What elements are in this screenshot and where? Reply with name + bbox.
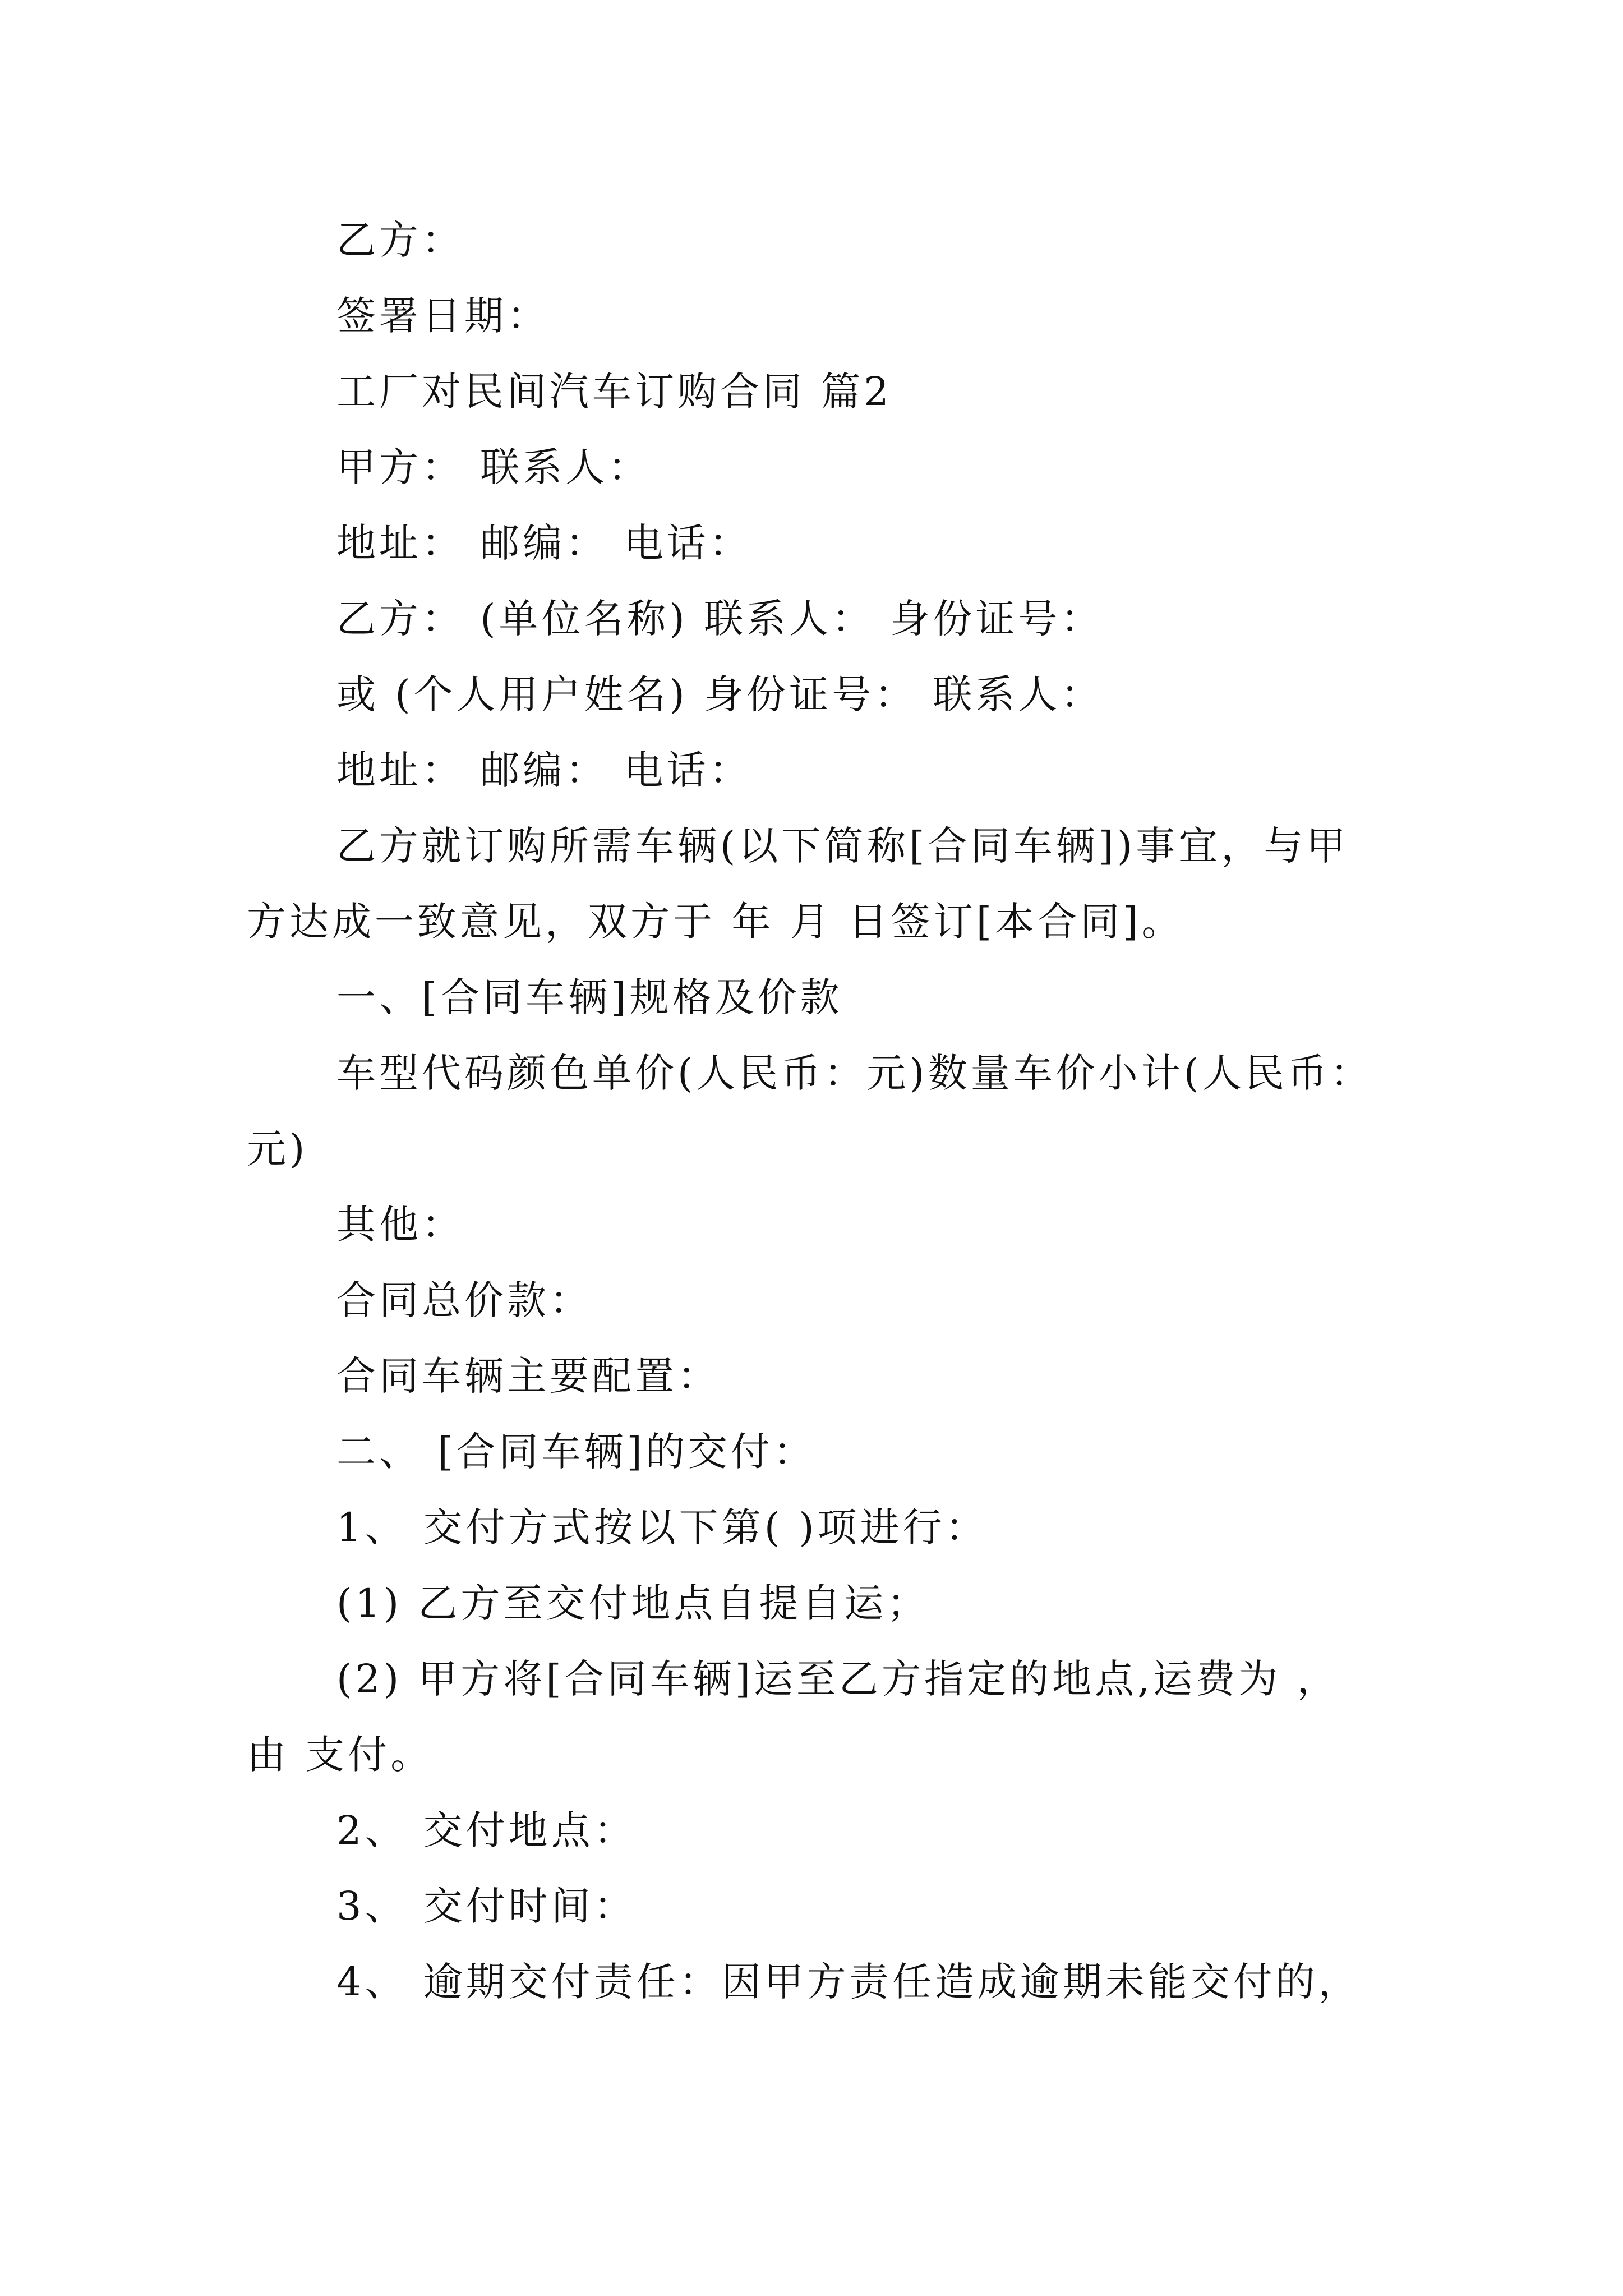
party-a-line: 甲方： 联系人： — [336, 444, 651, 490]
list-item: 4、 逾期交付责任：因甲方责任造成逾期未能交付的， — [336, 1959, 1361, 2005]
section-heading: 一、[合同车辆]规格及价款 — [336, 974, 843, 1020]
section-heading: 二、 [合同车辆]的交付： — [336, 1429, 816, 1475]
other-label: 其他： — [336, 1202, 464, 1248]
party-b-address-line: 地址： 邮编： 电话： — [336, 747, 752, 793]
list-item: 2、 交付地点： — [336, 1807, 637, 1853]
list-item: (2) 甲方将[合同车辆]运至乙方指定的地点,运费为 ， — [336, 1656, 1340, 1702]
paragraph-line: 车型代码颜色单价(人民币：元)数量车价小计(人民币： — [336, 1050, 1373, 1096]
party-a-address-line: 地址： 邮编： 电话： — [336, 520, 752, 566]
paragraph-line: 由 支付。 — [247, 1732, 434, 1778]
list-item: (1) 乙方至交付地点自提自运； — [336, 1580, 930, 1626]
signing-date-label: 签署日期： — [336, 293, 550, 339]
paragraph-line: 方达成一致意见，双方于 年 月 日签订[本合同]。 — [247, 899, 1184, 945]
party-b-label: 乙方： — [336, 217, 464, 263]
party-b-unit-line: 乙方： (单位名称) 联系人： 身份证号： — [336, 596, 1104, 642]
paragraph-line: 元) — [247, 1126, 308, 1172]
configuration-label: 合同车辆主要配置： — [336, 1353, 720, 1399]
paragraph-line: 乙方就订购所需车辆(以下简称[合同车辆])事宜，与甲 — [336, 823, 1349, 869]
total-price-label: 合同总价款： — [336, 1277, 592, 1323]
list-item: 1、 交付方式按以下第( )项进行： — [336, 1504, 988, 1550]
party-b-individual-line: 或 (个人用户姓名) 身份证号： 联系人： — [336, 671, 1104, 717]
list-item: 3、 交付时间： — [336, 1883, 637, 1929]
contract-title: 工厂对民间汽车订购合同 篇2 — [336, 369, 892, 415]
